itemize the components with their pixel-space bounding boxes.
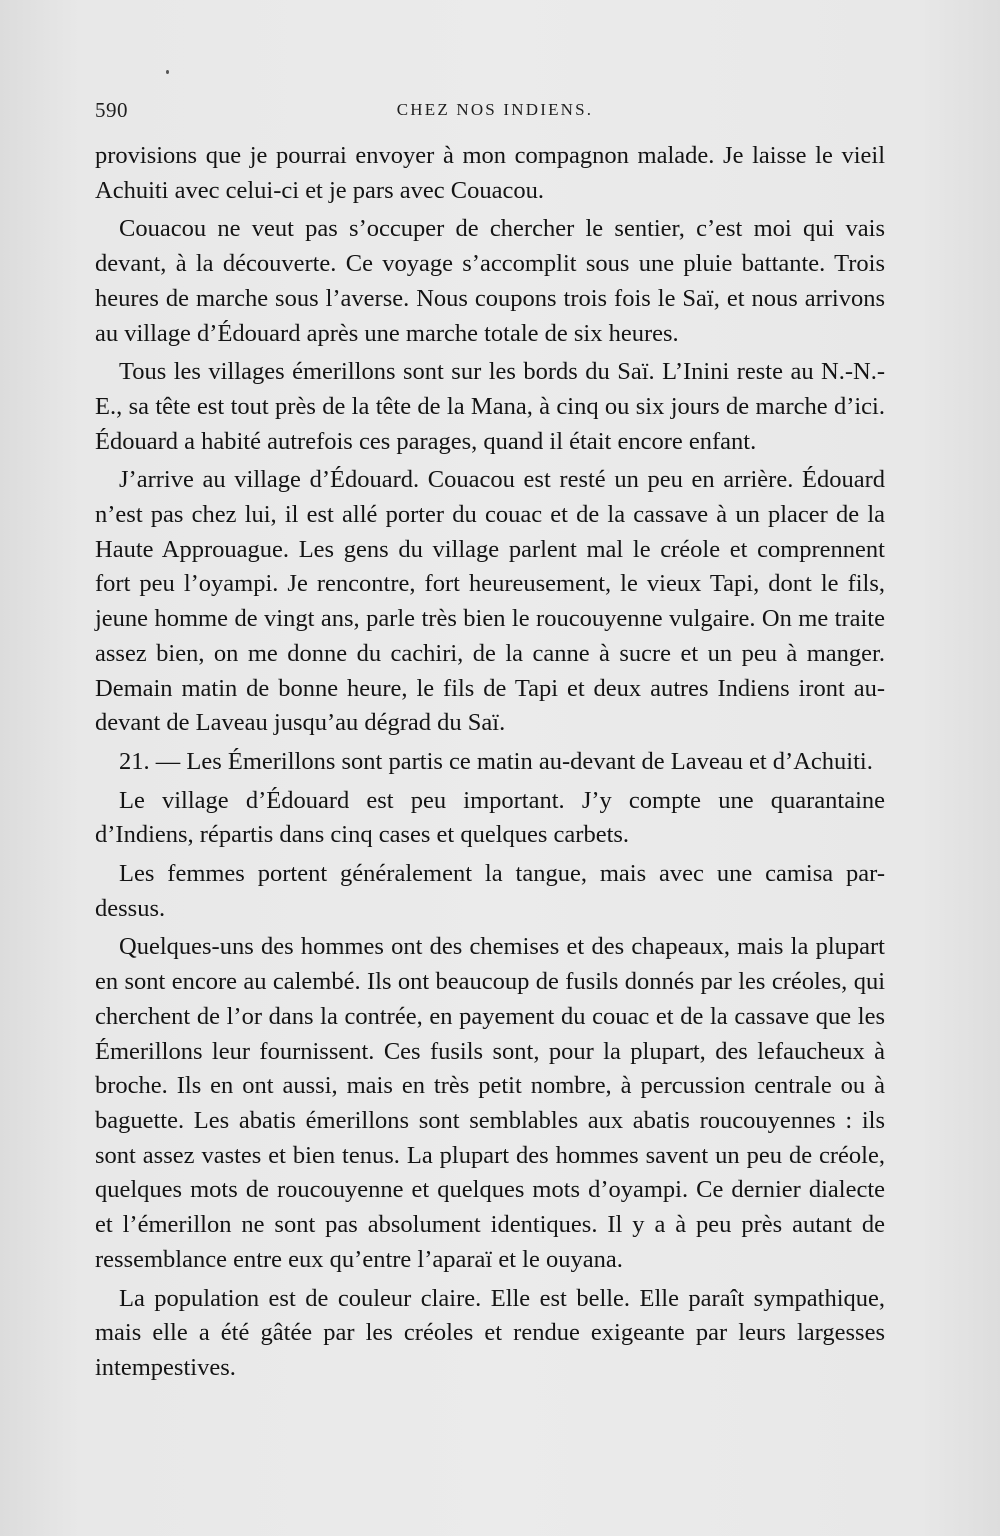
paragraph: Tous les villages émerillons sont sur les bords du Saï. L’Inini reste au N.-N.-E., sa tête est tout près de la tête de la Mana, à cinq ou six jours de marche d’ici. Édouard a habité autrefois ces parages, quand il était encore enfant. bbox=[95, 358, 885, 455]
paragraph: Le village d’Édouard est peu important. J’y compte une quarantaine d’Indiens, répartis dans cinq cases et quelques carbets. bbox=[95, 786, 885, 849]
paragraph: Quelques-uns des hommes ont des chemises et des chapeaux, mais la plupart en sont encore au calembé. Ils ont beaucoup de fusils donnés par les créoles, qui cherchent de l’or dans la contrée, en payement du couac et de la cassave que les Émerillons leur fournissent. Ces fusils sont, pour la plupart, des lefaucheux à broche. Ils en ont aussi, mais en très petit nombre, à percussion centrale ou à baguette. Les abatis émerillons sont semblables aux abatis roucouyennes : ils sont assez vastes et bien tenus. La plupart des hommes savent un peu de créole, quelques mots de roucouyenne et quelques mots d’oyampi. Ce dernier dialecte et l’émerillon ne sont pas absolument identiques. Il y a à peu près autant de ressemblance entre eux qu’entre l’aparaï et le ouyana. bbox=[95, 933, 885, 1273]
running-head bbox=[95, 98, 885, 128]
paragraph: Les femmes portent généralement la tangue, mais avec une camisa par-dessus. bbox=[95, 860, 885, 922]
body-text bbox=[95, 139, 885, 1390]
page-number: 590 bbox=[95, 98, 128, 122]
running-title: CHEZ NOS INDIENS. bbox=[396, 100, 594, 119]
paragraph: J’arrive au village d’Édouard. Couacou est resté un peu en arrière. Édouard n’est pas chez lui, il est allé porter du couac et de la cassave à un placer de la Haute Approuague. Les gens du village parlent mal le créole et comprennent fort peu l’oyampi. Je rencontre, fort heureusement, le vieux Tapi, dont le fils, jeune homme de vingt ans, parle très bien le roucouyenne vulgaire. On me traite assez bien, on me donne du cachiri, de la canne à sucre et un peu à manger. Demain matin de bonne heure, le fils de Tapi et deux autres Indiens iront au-devant de Laveau jusqu’au dégrad du Saï. bbox=[95, 466, 885, 737]
paragraph: La population est de couleur claire. Elle est belle. Elle paraît sympathique, mais elle a été gâtée par les créoles et rendue exigeante par leurs largesses intempestives. bbox=[95, 1284, 885, 1381]
paragraph: Couacou ne veut pas s’occuper de chercher le sentier, c’est moi qui vais devant, à la découverte. Ce voyage s’accomplit sous une pluie battante. Trois heures de marche sous l’averse. Nous coupons trois fois le Saï, et nous arrivons au village d’Édouard après une marche totale de six heures. bbox=[95, 215, 885, 347]
paragraph-dated-entry: 21. — Les Émerillons sont partis ce matin au-devant de Laveau et d’Achuiti. bbox=[119, 747, 873, 775]
paragraph-continuation: provisions que je pourrai envoyer à mon compagnon malade. Je laisse le vieil Achuiti avec celui-ci et je pars avec Couacou. bbox=[95, 142, 885, 204]
ink-speck bbox=[166, 70, 169, 74]
